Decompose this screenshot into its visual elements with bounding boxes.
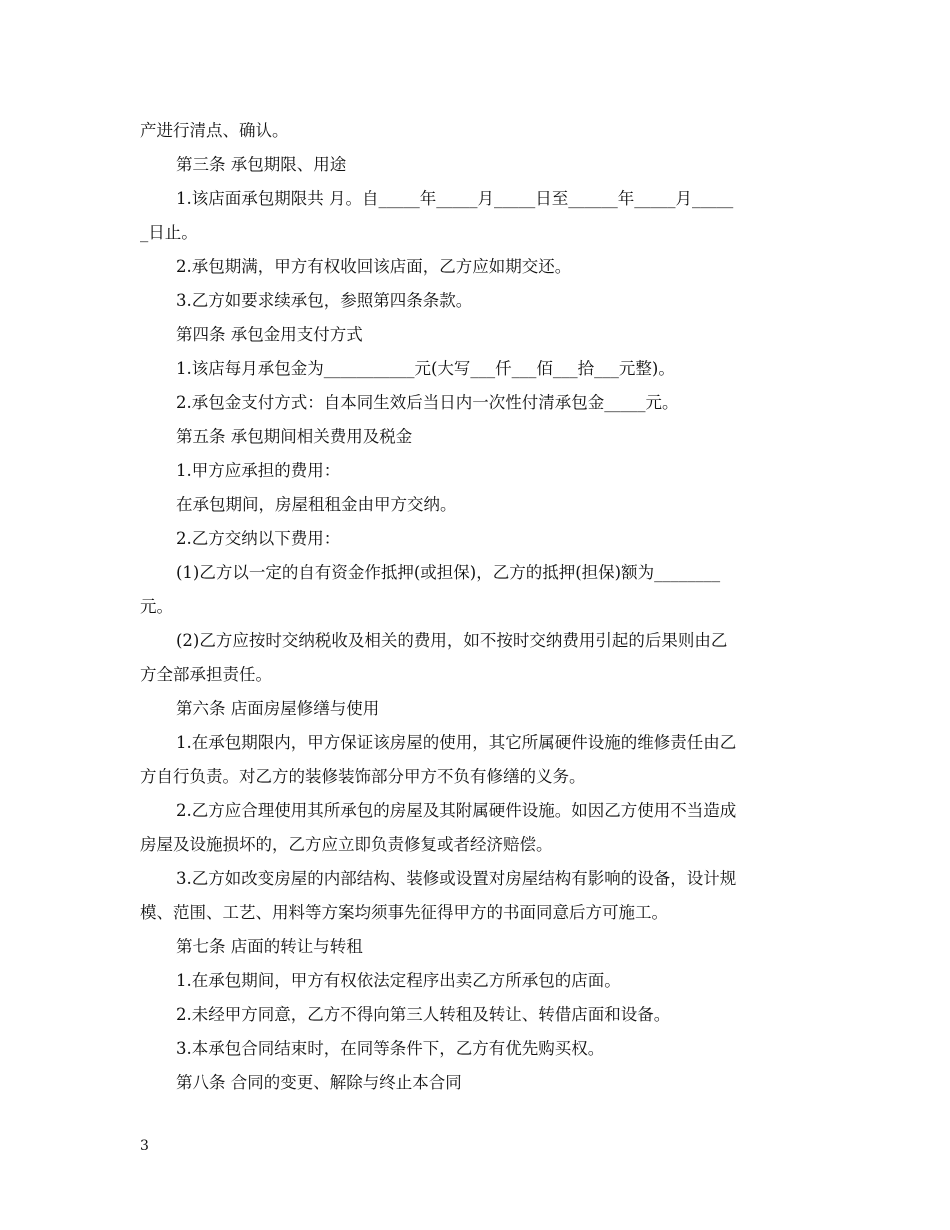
document-line: 1.该店每月承包金为___________元(大写___仟___佰___拾___元整)。 [176, 359, 675, 378]
document-line: 1.在承包期间，甲方有权依法定程序出卖乙方所承包的店面。 [176, 971, 621, 990]
document-line: 第七条 店面的转让与转租 [176, 937, 363, 956]
document-line: 2.乙方应合理使用其所承包的房屋及其附属硬件设施。如因乙方使用不当造成 [176, 801, 737, 820]
page-number: 3 [140, 1138, 149, 1154]
document-line: 第六条 店面房屋修缮与使用 [176, 699, 380, 718]
document-line: 第五条 承包期间相关费用及税金 [176, 427, 413, 446]
document-line: 方全部承担责任。 [140, 665, 272, 684]
document-line: 3.乙方如要求续承包，参照第四条条款。 [176, 291, 473, 310]
document-line: (1)乙方以一定的自有资金作抵押(或担保)，乙方的抵押(担保)额为________ [176, 563, 721, 582]
document-line: _日止。 [140, 223, 198, 242]
document-line: 2.承包期满，甲方有权收回该店面，乙方应如期交还。 [176, 257, 572, 276]
document-line: 方自行负责。对乙方的装修装饰部分甲方不负有修缮的义务。 [140, 767, 586, 786]
document-line: 1.该店面承包期限共 月。自_____年_____月_____日至______年_____月_____ [176, 189, 734, 208]
document-line: 模、范围、工艺、用料等方案均须事先征得甲方的书面同意后方可施工。 [140, 903, 668, 922]
document-line: 第四条 承包金用支付方式 [176, 325, 363, 344]
document-line: 房屋及设施损坏的，乙方应立即负责修复或者经济赔偿。 [140, 835, 553, 854]
document-line: 在承包期间，房屋租租金由甲方交纳。 [176, 495, 457, 514]
document-line: 产进行清点、确认。 [140, 121, 289, 140]
document-line: 第三条 承包期限、用途 [176, 155, 347, 174]
document-line: 元。 [140, 597, 173, 616]
document-line: (2)乙方应按时交纳税收及相关的费用，如不按时交纳费用引起的后果则由乙 [176, 631, 728, 650]
document-line: 2.承包金支付方式：自本同生效后当日内一次性付清承包金_____元。 [176, 393, 679, 412]
document-line: 2.乙方交纳以下费用： [176, 529, 341, 548]
document-line: 3.本承包合同结束时，在同等条件下，乙方有优先购买权。 [176, 1039, 605, 1058]
document-line: 1.甲方应承担的费用： [176, 461, 341, 480]
document-line: 3.乙方如改变房屋的内部结构、装修或设置对房屋结构有影响的设备，设计规 [176, 869, 737, 888]
document-line: 1.在承包期限内，甲方保证该房屋的使用，其它所属硬件设施的维修责任由乙 [176, 733, 737, 752]
document-line: 2.未经甲方同意，乙方不得向第三人转租及转让、转借店面和设备。 [176, 1005, 671, 1024]
document-line: 第八条 合同的变更、解除与终止本合同 [176, 1073, 462, 1092]
document-body [140, 114, 812, 1100]
